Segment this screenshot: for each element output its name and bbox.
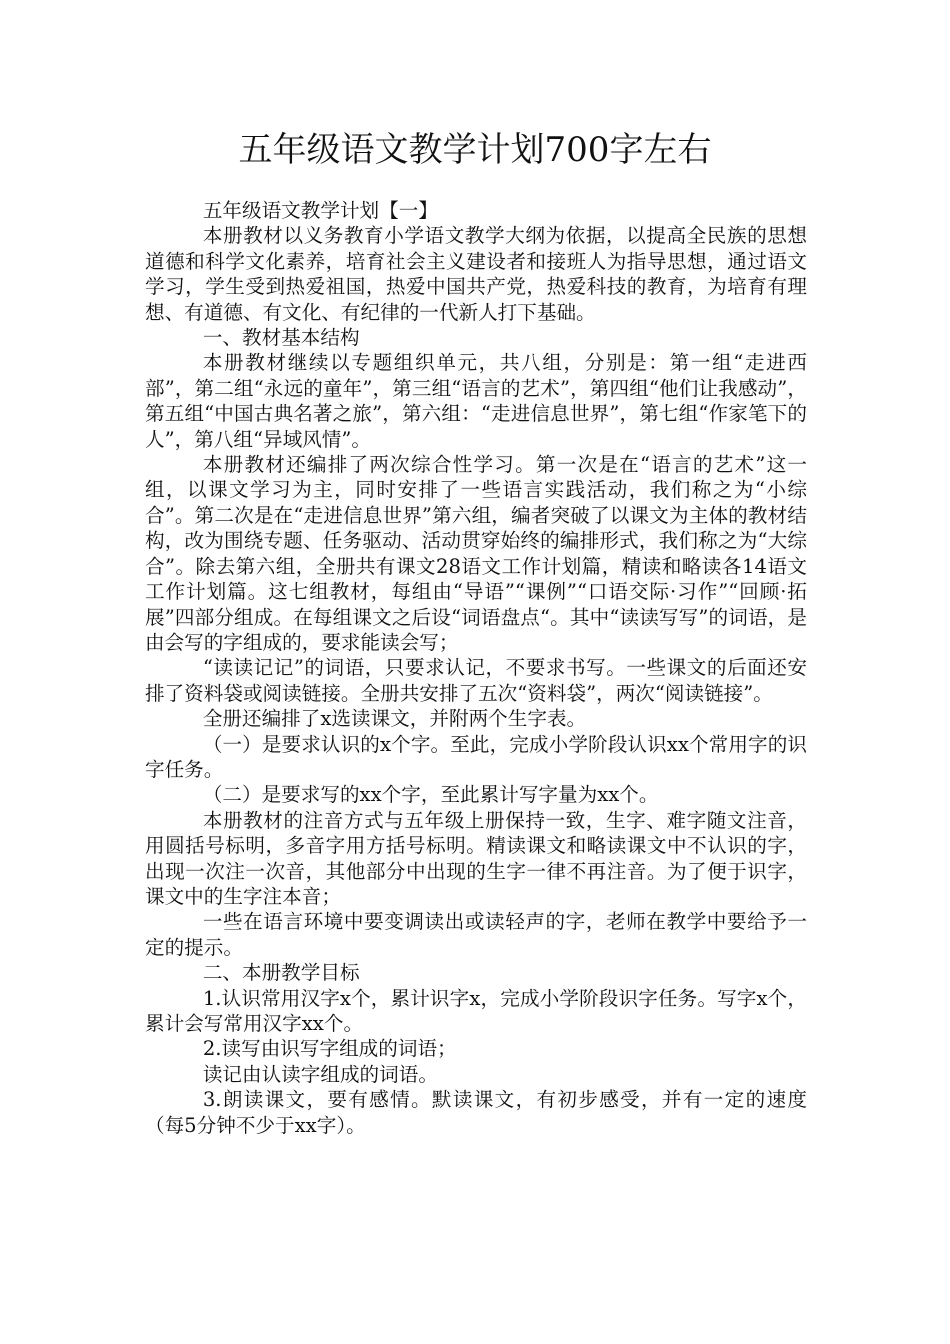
paragraph: 本册教材的注音方式与五年级上册保持一致，生字、难字随文注音，用圆括号标明，多音字用方括号标明。精读课文和略读课文中不认识的字，出现一次注一次音，其他部分中出现的生字一律不再注音。为了便于识字，课文中的生字注本音； xyxy=(145,808,807,908)
document-body xyxy=(145,198,807,1138)
paragraph: 本册教材继续以专题组织单元，共八组，分别是：第一组“走进西部”，第二组“永远的童年”，第三组“语言的艺术”，第四组“他们让我感动”，第五组“中国古典名著之旅”，第六组：“走进信息世界”，第七组“作家笔下的人”，第八组“异域风情”。 xyxy=(145,351,807,451)
paragraph: （一）是要求认识的x个字。至此，完成小学阶段认识xx个常用字的识字任务。 xyxy=(145,732,807,781)
paragraph: 1.认识常用汉字x个，累计识字x，完成小学阶段识字任务。写字x个，累计会写常用汉字xx个。 xyxy=(145,986,807,1035)
section-heading: 五年级语文教学计划【一】 xyxy=(202,199,438,222)
paragraph: 本册教材以义务教育小学语文教学大纲为依据，以提高全民族的思想道德和科学文化素养，培育社会主义建设者和接班人为指导思想，通过语文学习，学生受到热爱祖国，热爱中国共产党，热爱科技的教育，为培育有理想、有道德、有文化、有纪律的一代新人打下基础。 xyxy=(145,224,807,324)
section-heading: 二、本册教学目标 xyxy=(202,961,360,985)
paragraph: “读读记记”的词语，只要求认记，不要求书写。一些课文的后面还安排了资料袋或阅读链接。全册共安排了五次“资料袋”，两次“阅读链接”。 xyxy=(145,656,807,705)
paragraph: 全册还编排了x选读课文，并附两个生字表。 xyxy=(202,707,587,731)
paragraph: （二）是要求写的xx个字，至此累计写字量为xx个。 xyxy=(202,783,659,807)
paragraph: 一些在语言环境中要变调读出或读轻声的字，老师在教学中要给予一定的提示。 xyxy=(145,910,807,959)
paragraph: 2.读写由识写字组成的词语； xyxy=(202,1037,457,1061)
paragraph: 本册教材还编排了两次综合性学习。第一次是在“语言的艺术”这一组，以课文学习为主，同时安排了一些语言实践活动，我们称之为“小综合”。第二次是在“走进信息世界”第六组，编者突破了以课文为主体的教材结构，改为围绕专题、任务驱动、活动贯穿始终的编排形式，我们称之为“大综合”。除去第六组，全册共有课文28语文工作计划篇，精读和略读各14语文工作计划篇。这七组教材，每组由“导语”“课例”“口语交际·习作”“回顾·拓展”四部分组成。在每组课文之后设“词语盘点“。其中“读读写写”的词语，是由会写的字组成的，要求能读会写； xyxy=(145,453,807,654)
document-title: 五年级语文教学计划700字左右 xyxy=(238,130,712,170)
section-heading: 一、教材基本结构 xyxy=(202,326,360,350)
paragraph: 读记由认读字组成的词语。 xyxy=(202,1062,438,1086)
paragraph: 3.朗读课文，要有感情。默读课文，有初步感受，并有一定的速度（每5分钟不少于xx字）。 xyxy=(145,1088,807,1137)
